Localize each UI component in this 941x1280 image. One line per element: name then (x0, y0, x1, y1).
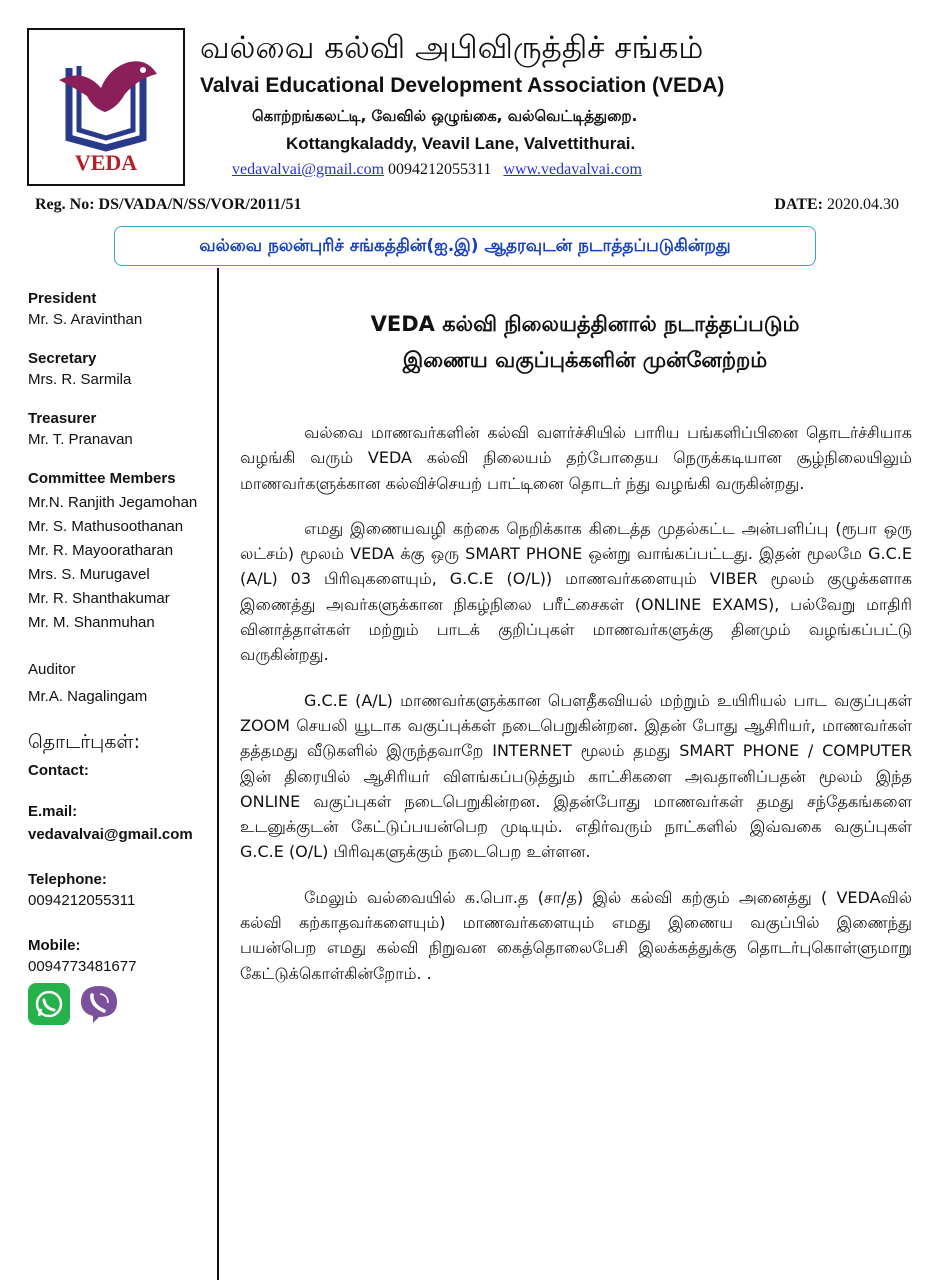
contact-label: Contact: (28, 762, 89, 779)
messaging-icons (28, 983, 213, 1025)
president-name: Mr. S. Aravinthan (28, 311, 143, 328)
logo-text: VEDA (74, 150, 138, 175)
date-value: 2020.04.30 (827, 196, 899, 213)
committee-member: Mr.N. Ranjith Jegamohan (28, 494, 198, 511)
email-label: E.mail: (28, 803, 78, 820)
treasurer-block (28, 410, 213, 448)
auditor-block (28, 661, 213, 705)
auditor-name: Mr.A. Nagalingam (28, 688, 148, 705)
address-tamil: கொற்றங்கலட்டி, வேவில் ஒழுங்கை, வல்வெட்டித்துறை. (252, 107, 638, 125)
secretary-block (28, 350, 213, 388)
president-block (28, 290, 213, 328)
header-website-link[interactable]: www.vedavalvai.com (503, 161, 642, 178)
email-value[interactable]: vedavalvai@gmail.com (28, 826, 193, 843)
treasurer-label: Treasurer (28, 410, 97, 427)
body-paragraph: எமது இணையவழி கற்கை நெறிக்காக கிடைத்த முதல்கட்ட அன்பளிப்பு (ரூபா ஒரு லட்சம்) மூலம் VEDA க்கு ஒரு SMART PHONE ஒன்று வாங்கப்பட்டது. இதன் மூலமே G.C.E (A/L) 03 பிரிவுகளையும், G.C.E (O/L)) மாணவர்களையும் VIBER மூலம் குழுக்களாக இணைத்து அவர்களுக்கான நிகழ்நிலை பரீட்சைகள் (ONLINE EXAMS), பல்வேறு மாதிரி வினாத்தாள்கள் மற்றும் பாடக் குறிப்புகள் மாணவர்களுக்கு தினமும் வழங்கப்பட்டு வருகின்றது. (240, 518, 912, 665)
document-body (240, 420, 912, 1006)
whatsapp-icon[interactable] (28, 983, 70, 1025)
body-paragraph: வல்வை மாணவர்களின் கல்வி வளர்ச்சியில் பாரிய பங்களிப்பினை தொடர்ச்சியாக வழங்கி வரும் VEDA கல்வி நிலையம் தற்போதைய நெருக்கடியான சூழ்நிலையிலும் மாணவர்களுக்கான கல்விச்செயற் பாட்டினை தொடர் ந்து வழங்கி வருகின்றது. (240, 423, 912, 493)
sidebar-divider (217, 268, 219, 1280)
header-email-link[interactable]: vedavalvai@gmail.com (232, 161, 385, 178)
mobile-label: Mobile: (28, 937, 81, 954)
viber-icon[interactable] (78, 983, 120, 1025)
sidebar (28, 290, 213, 1047)
telephone-label: Telephone: (28, 871, 107, 888)
registration-number: Reg. No: DS/VADA/N/SS/VOR/2011/51 (35, 196, 302, 213)
body-paragraph: மேலும் வல்வையில் க.பொ.த (சா/த) இல் கல்வி கற்கும் அனைத்து ( VEDAவில் கல்வி கற்காதவர்களையும்) மாணவர்களையும் எமது இணைய வகுப்பில் இணைந்து பயன்பெற எமது கல்வி நிறுவன கைத்தொலைபேசி இலக்கத்துக்கு தொடர்புகொள்ளுமாறு கேட்டுக்கொள்கின்றோம். . (240, 887, 912, 983)
mobile-block (28, 937, 213, 1025)
body-paragraph: G.C.E (A/L) மாணவர்களுக்கான பௌதீகவியல் மற்றும் உயிரியல் பாட வகுப்புகள் ZOOM செயலி யூடாக வகுப்புக்கள் நடைபெறுகின்றன. இதன் போது ஆசிரியர், மாணவர்கள் தத்தமது வீடுகளில் இருந்தவாறே INTERNET மூலம் தமது SMART PHONE / COMPUTER இன் திரையில் ஆசிரியர் விளங்கப்படுத்தும் காட்சிகளை அவதானிப்பதன் மூலம் இந்த ONLINE வகுப்புகள் நடைபெறுகின்றன. இதன்போது மாணவர்கள் தமது சந்தேகங்களை உடனுக்குடன் கேட்டுப்பயன்பெற முடியும். எதிர்வரும் நாட்களில் இவ்வகை வகுப்புகள் G.C.E (O/L) பிரிவுகளுக்கும் நடைபெற உள்ளன. (240, 690, 912, 862)
committee-member: Mr. R. Mayooratharan (28, 542, 174, 559)
committee-member: Mrs. S. Murugavel (28, 566, 150, 583)
contact-label-tamil: தொடர்புகள்: (28, 731, 140, 753)
document-title (240, 306, 930, 378)
secretary-label: Secretary (28, 350, 97, 367)
committee-block (28, 470, 213, 635)
auditor-label: Auditor (28, 661, 76, 678)
veda-logo (27, 28, 185, 186)
address-english: Kottangkaladdy, Veavil Lane, Valvettithurai. (286, 134, 636, 153)
support-banner: வல்வை நலன்புரிச் சங்கத்தின்(ஐ.இ) ஆதரவுடன் நடாத்தப்படுகின்றது (114, 226, 816, 266)
dove-book-icon (29, 38, 183, 158)
committee-member: Mr. S. Mathusoothanan (28, 518, 184, 535)
header-phone: 0094212055311 (388, 161, 492, 178)
telephone-value: 0094212055311 (28, 892, 136, 909)
secretary-name: Mrs. R. Sarmila (28, 371, 132, 388)
treasurer-name: Mr. T. Pranavan (28, 431, 133, 448)
title-line-1: VEDA கல்வி நிலையத்தினால் நடாத்தப்படும் (370, 312, 800, 336)
president-label: President (28, 290, 97, 307)
committee-member: Mr. M. Shanmuhan (28, 614, 155, 631)
document-date (774, 196, 899, 214)
title-line-2: இணைய வகுப்புக்களின் முன்னேற்றம் (402, 348, 768, 372)
org-title-tamil: வல்வை கல்வி அபிவிருத்திச் சங்கம் (200, 30, 704, 66)
email-block (28, 803, 213, 843)
mobile-value: 0094773481677 (28, 958, 137, 975)
header-contact-line (232, 161, 642, 179)
org-title-english: Valvai Educational Development Association (VEDA) (200, 74, 725, 97)
contact-block (28, 731, 213, 779)
committee-label: Committee Members (28, 470, 176, 487)
telephone-block (28, 871, 213, 909)
date-label: DATE: (774, 196, 823, 213)
committee-member: Mr. R. Shanthakumar (28, 590, 170, 607)
